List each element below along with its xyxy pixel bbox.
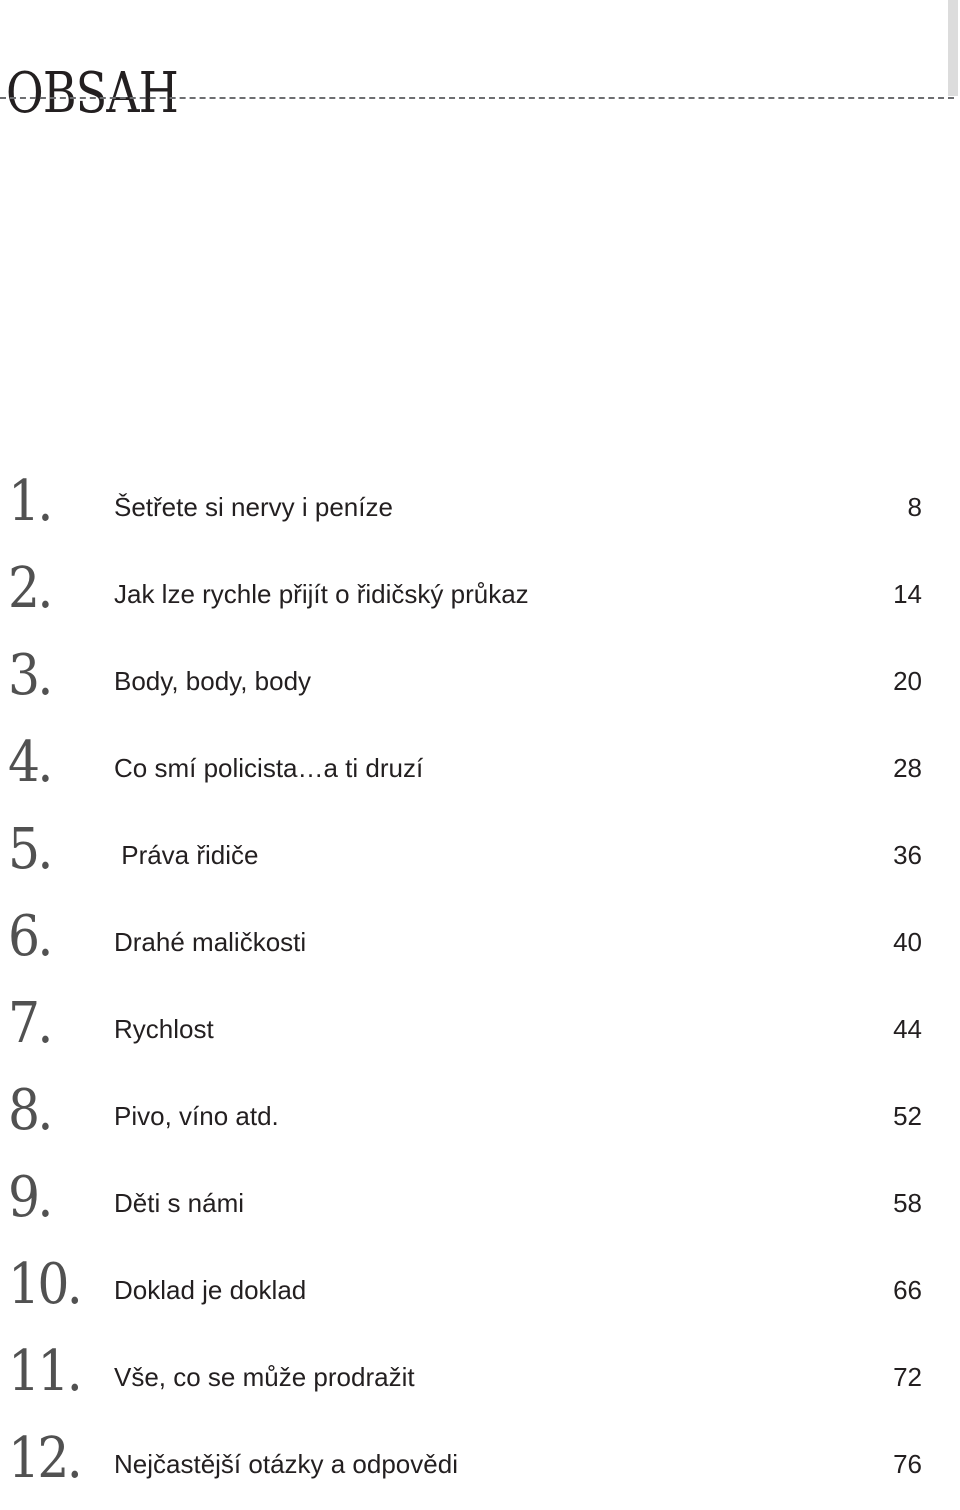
toc-entry-title: Šetřete si nervy i peníze xyxy=(114,492,393,522)
toc-entry-title: Drahé maličkosti xyxy=(114,927,307,957)
toc-entry-number: 12. xyxy=(8,1426,81,1491)
toc-entry-page: 72 xyxy=(893,1362,922,1392)
toc-entry-number: 2. xyxy=(8,556,51,621)
toc-entry-page: 58 xyxy=(893,1188,922,1218)
toc-entry-title: Pivo, víno atd. xyxy=(114,1101,279,1131)
toc-entry-number: 4. xyxy=(8,730,51,795)
toc-entry-title: Práva řidiče xyxy=(114,840,259,870)
toc-entry-number: 11. xyxy=(8,1339,81,1404)
toc-entry-page: 40 xyxy=(893,927,922,957)
toc-entry-title: Vše, co se může prodražit xyxy=(114,1362,415,1392)
toc-entry-number: 9. xyxy=(8,1165,51,1230)
toc-entry-9[interactable] xyxy=(0,1162,960,1249)
toc-entry-3[interactable] xyxy=(0,640,960,727)
toc-entry-page: 28 xyxy=(893,753,922,783)
toc-entry-6[interactable] xyxy=(0,901,960,988)
toc-entry-12[interactable] xyxy=(0,1423,960,1510)
page-edge-bar xyxy=(948,0,958,96)
table-of-contents xyxy=(0,466,960,1510)
toc-entry-page: 76 xyxy=(893,1449,922,1479)
toc-entry-page: 36 xyxy=(893,840,922,870)
toc-entry-2[interactable] xyxy=(0,553,960,640)
toc-entry-number: 1. xyxy=(8,469,51,534)
toc-entry-page: 14 xyxy=(893,579,922,609)
toc-entry-number: 8. xyxy=(8,1078,51,1143)
dashed-divider xyxy=(0,97,954,99)
toc-entry-title: Nejčastější otázky a odpovědi xyxy=(114,1449,458,1479)
toc-entry-8[interactable] xyxy=(0,1075,960,1162)
toc-entry-page: 52 xyxy=(893,1101,922,1131)
toc-entry-title: Rychlost xyxy=(114,1014,214,1044)
toc-entry-title: Doklad je doklad xyxy=(114,1275,307,1305)
toc-entry-title: Body, body, body xyxy=(114,666,312,696)
toc-entry-title: Jak lze rychle přijít o řidičský průkaz xyxy=(114,579,529,609)
toc-entry-title: Děti s námi xyxy=(114,1188,245,1218)
toc-entry-1[interactable] xyxy=(0,466,960,553)
toc-entry-page: 8 xyxy=(907,492,922,522)
toc-entry-number: 5. xyxy=(8,817,51,882)
toc-entry-number: 6. xyxy=(8,904,51,969)
toc-entry-page: 44 xyxy=(893,1014,922,1044)
toc-entry-7[interactable] xyxy=(0,988,960,1075)
toc-entry-11[interactable] xyxy=(0,1336,960,1423)
toc-entry-5[interactable] xyxy=(0,814,960,901)
toc-entry-page: 20 xyxy=(893,666,922,696)
toc-entry-page: 66 xyxy=(893,1275,922,1305)
page-title: OBSAH xyxy=(6,60,178,126)
toc-entry-4[interactable] xyxy=(0,727,960,814)
toc-entry-title: Co smí policista…a ti druzí xyxy=(114,753,424,783)
toc-entry-number: 7. xyxy=(8,991,51,1056)
toc-entry-number: 10. xyxy=(8,1252,81,1317)
toc-entry-number: 3. xyxy=(8,643,51,708)
toc-entry-10[interactable] xyxy=(0,1249,960,1336)
